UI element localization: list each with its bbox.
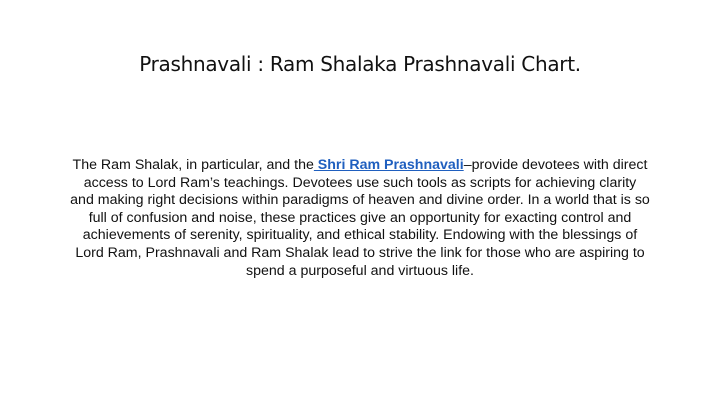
- page-title: Prashnavali : Ram Shalaka Prashnavali Chart.: [139, 52, 581, 76]
- body-paragraph: [70, 157, 650, 280]
- paragraph-text-after-link: –provide devotees with direct access to Lord Ram’s teachings. Devotees use such tools as scripts for achieving clarity and making right decisions within paradigms of heaven and divine order. In a world that is so full of confusion and noise, these practices give an opportunity for exacting control and achievements of serenity, spirituality, and ethical stability. Endowing with the blessings of Lord Ram, Prashnavali and Ram Shalak lead to strive the link for those who are aspiring to spend a purposeful and virtuous life.: [70, 157, 650, 279]
- paragraph-text-before-link: The Ram Shalak, in particular, and the: [72, 157, 314, 173]
- shri-ram-prashnavali-link[interactable]: Shri Ram Prashnavali: [313, 157, 464, 173]
